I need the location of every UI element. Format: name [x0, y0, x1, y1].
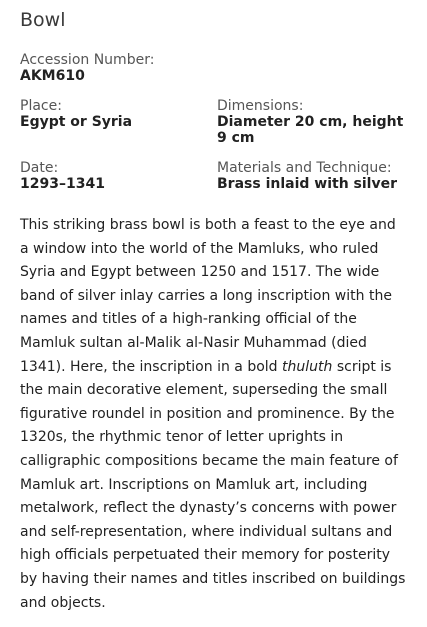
description-text-start: This striking brass bowl is both a feast to the eye and a window into the world of the Mamluks, who ruled Syria and Egypt between 1250 and 1517. The wide band of silver inlay carries a long inscription with the names and titles of a high-ranking official of the Mamluk sultan al-Malik al-Nasir Muhammad (died 1341). Here, the inscription in a bold [20, 217, 396, 375]
place-value: Egypt or Syria [20, 114, 133, 130]
description-italic-term: thuluth [282, 358, 333, 375]
dimensions-value: Diameter 20 cm, height 9 cm [217, 114, 404, 146]
object-title: Bowl [20, 9, 66, 31]
date-label: Date: [20, 160, 59, 176]
dimensions-field [217, 98, 407, 146]
materials-value: Brass inlaid with silver [217, 176, 397, 192]
details-row-2 [20, 160, 407, 192]
date-field [20, 160, 210, 192]
accession-value: AKM610 [20, 68, 85, 84]
description-text-end: script is the main decorative element, superseding the small figurative roundel in position and prominence. By the 1320s, the rhythmic tenor of letter uprights in calligraphic compositions became the main feature of Mamluk art. Inscriptions on Mamluk art, including metalwork, reflect the dynasty’s concerns with power and self-representation, where individual sultans and high officials perpetuated their memory for posterity by having their names and titles inscribed on buildings and objects. [20, 358, 406, 611]
object-description [20, 214, 407, 615]
dimensions-label: Dimensions: [217, 98, 304, 114]
date-value: 1293–1341 [20, 176, 105, 192]
materials-label: Materials and Technique: [217, 160, 392, 176]
accession-field [20, 52, 407, 84]
place-label: Place: [20, 98, 62, 114]
details-row-1 [20, 98, 407, 146]
place-field [20, 98, 210, 146]
materials-field [217, 160, 407, 192]
accession-label: Accession Number: [20, 52, 155, 68]
